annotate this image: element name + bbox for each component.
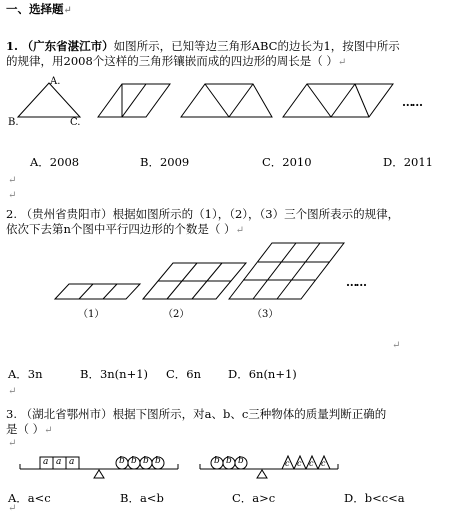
paragraph-mark: ↵ [8,190,17,201]
q3-option-b: B．a<b [120,491,164,505]
q2-text-line1: 根据如图所示的（1），（2），（3）三个图所表示的规律， [112,207,400,221]
q3-option-d: D．b<c<a [344,491,405,505]
q2-option-c: C．6n [166,367,202,381]
q3-a-3: a [69,457,75,467]
q2-ellipsis: …… [346,275,365,289]
q3-source: （湖北省鄂州市） [20,407,113,421]
q1-source: （广东省湛江市） [21,39,114,53]
q2-source: （贵州省贵阳市） [20,207,113,221]
q1-text-line1: 如图所示，已知等边三角形ABC的边长为1，按图中所示 [113,39,400,53]
q3-text-line2: 是（ ） [6,422,45,436]
q2-line1 [6,206,399,222]
paragraph-mark: ↵ [8,438,17,449]
q2-option-d: D．6n(n+1) [228,367,297,381]
q1-label-c-text: C [70,117,78,128]
q1-number: 1. [6,39,19,53]
q1-label-b-text: B [8,117,16,128]
q1-label-c: C. [70,117,81,128]
q2-fig-label-2: （2） [163,309,190,320]
q1-fig-three-triangles [98,84,170,117]
paragraph-mark: ↵ [8,503,17,514]
q3-a-2: a [56,457,62,467]
q3-number: 3. [6,407,17,421]
q3-c-1: c [285,459,290,468]
q3-b-3: b [143,456,149,466]
section-title-text: 一、选择题 [6,2,64,16]
q2-text-line2: 依次下去第n个图中平行四边形的个数是（ ） [6,222,236,236]
q2-option-b: B．3n(n+1) [80,367,149,381]
q1-text-line2: 的规律，用2008个这样的三角形镶嵌而成的四边形的周长是（ ） [6,54,338,68]
q3-option-a: A．a<c [8,491,51,505]
q2-fig-3 [229,243,344,299]
q1-option-a: A．2008 [30,155,80,169]
q3-a-1: a [43,457,49,467]
q3-b-4: b [155,456,161,466]
q3-c-2: c [297,459,302,468]
q1-fig-triangle [18,83,80,117]
q1-ellipsis: …… [402,95,421,109]
q2-line2 [6,221,244,239]
q3-b-5: b [214,456,220,466]
q3-option-c: C．a>c [232,491,276,505]
q1-fig-seven-triangles [283,84,393,117]
q2-fig-label-1: （1） [78,309,105,320]
paragraph-mark: ↵ [44,425,53,436]
q3-c-4: c [321,459,326,468]
q1-option-b: B．2009 [140,155,190,169]
q1-option-d: D．2011 [383,155,433,169]
q3-b-6: b [226,456,232,466]
q3-text-line1: 根据下图所示，对a、b、c三种物体的质量判断正确的 [112,407,387,421]
q3-b-7: b [238,456,244,466]
paragraph-mark: ↵ [235,225,244,236]
paragraph-mark: ↵ [63,5,72,16]
q3-b-1: b [119,456,125,466]
paragraph-mark: ↵ [8,386,17,397]
q2-number: 2. [6,207,17,221]
q3-c-3: c [309,459,314,468]
paragraph-mark: ↵ [392,340,401,351]
q1-option-c: C．2010 [262,155,312,169]
q3-balance-2 [200,456,338,478]
q3-line1 [6,406,386,422]
q1-label-a-text: A [50,76,58,87]
q1-label-a: A. [50,76,61,87]
q1-fig-five-triangles [181,84,272,117]
q2-fig-label-3: （3） [252,309,279,320]
paragraph-mark: ↵ [8,175,17,186]
q2-fig-2 [143,263,246,299]
paragraph-mark: ↵ [337,57,347,68]
q1-label-b: B. [8,117,19,128]
q2-option-a: A．3n [8,367,43,381]
q3-line2 [6,421,53,439]
q2-fig-1 [55,284,140,299]
q3-b-2: b [131,456,137,466]
